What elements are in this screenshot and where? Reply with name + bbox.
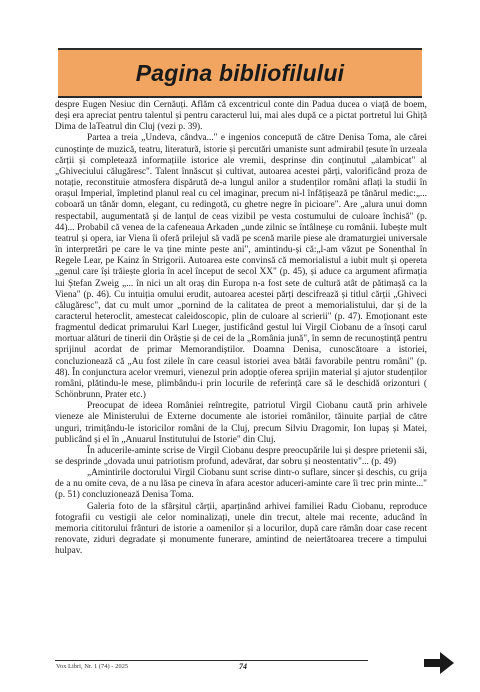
header-band: [58, 48, 422, 98]
paragraph-4: În aducerile-aminte scrise de Virgil Ciobanu despre preocupările lui și despre prietenii săi, se desprinde „dovada unui patriotism profund, adevărat, dar sobru și neostentativ"... (p. 49): [55, 445, 427, 467]
paragraph-6: Galeria foto de la sfârșitul cărții, aparținând arhivei familiei Radu Ciobanu, reproduce fotografii cu vestigii ale celor nominalizați, unele din trecut, altele mai recente, aducând în memoria cititorului frânturi de istorie a oamenilor și a locurilor, după care rămân doar case recent renovate, ziduri degradate și monumente funerare, amintind de neiertătoarea trecere a timpului hulpav.: [55, 501, 427, 557]
journal-issue: Vox Libri, Nr. 1 (74) - 2025: [56, 663, 129, 670]
paragraph-5: „Amintirile doctorului Virgil Ciobanu sunt scrise dintr-o suflare, sincer și deschis, cu grija de a nu omite ceva, de a nu lăsa pe cineva în afara acestor aduceri-aminte care îi trec prin minte..." (p. 51) concluzionează Denisa Toma.: [55, 468, 427, 501]
page-title: Pagina bibliofilului: [135, 59, 345, 86]
footer-divider: [55, 660, 368, 661]
article-body: [55, 100, 427, 557]
page-number: 74: [239, 662, 247, 671]
paragraph-2: Partea a treia „Undeva, cândva..." e ingenios concepută de către Denisa Toma, ale cărei cunoștințe de muzică, teatru, literatură, istorie și percutări umaniste sunt admirabil țesute în urzeala cărții și completează informațiile istorice ale vremii, desprinse din conținutul „alambicat" al „Ghiveciului călugăresc". Talent înnăscut și cultivat, autoarea acestei părți, valorificând proza de notație, reconstituie atmosfera dispărută de-a lungul anilor a studenților români aflați la studii în orașul Imperial, împletind planul real cu cel imaginar, precum ni-l înfățișează pe tânărul medic:„... coboară un tânăr domn, elegant, cu redingotă, cu ghetre negre în picioare". Are „alura unui domn respectabil, augumentată și de lanțul de ceas vizibil pe vesta costumului de culoare închisă" (p. 44)... Probabil că venea de la cafeneaua Arkaden „unde zilnic se întâlneșe cu românii. Iubește mult teatrul și opera, iar Viena îi oferă prilejul să vadă pe scenă marile piese ale dramaturgiei universale în interpretări pe care le va ține minte peste ani", amintindu-și că:„l-am văzut pe Sonenthal în Regele Lear, pe Kainz în Strigorii. Autoarea este convinsă că memorialistul a iubit mult și opereta „genul care își trăiește gloria în acel început de secol XX" (p. 45), și aduce ca argument afirmația lui Ștefan Zweig „... în nici un alt oraș din Europa n-a fost sete de cultură atât de pătimașă ca la Viena" (p. 46). Cu intuiția omului erudit, autoarea acestei părți descifrează și titlul cărții „Ghiveci călugăresc", dat cu mult umor „pornind de la calitatea de preot a memorialistului, dar și de la caracterul heteroclit, amestecat caleidoscopic, plin de culoare al scrierii" (p. 47). Emoționant este fragmentul dedicat primarului Karl Lueger, justificând gestul lui Virgil Ciobanu de a însoți carul mortuar alături de tinerii din Orăștie și de cei de la „România jună", în semn de recunoștință pentru sprijinul acordat de primar Memorandiștilor. Doamna Denisa, cunoscătoare a istoriei, concluzionează că „Au fost zilele în care ceasul istoriei avea bătăi favorabile pentru români" (p. 48). În conjunctura acelor vremuri, vienezul prin adopție oferea sprijin material și ajutor studenților români, plătindu-le mese, plimbându-i prin locurile de referință care să le deschidă orizonturi ( Schönbrunn, Prater etc.): [55, 133, 427, 401]
paragraph-1: despre Eugen Nesiuc din Cernăuți. Aflăm că excentricul conte din Padua ducea o viață de boem, deși era apreciat pentru talentul și pentru caracterul lui, mai ales după ce a pictat portretul lui Ghiță Dima de laTeatrul din Cluj (vezi p. 39).: [55, 100, 427, 133]
arrow-right-icon[interactable]: [424, 652, 454, 674]
paragraph-3: Preocupat de ideea României reîntregite, patriotul Virgil Ciobanu caută prin arhivele vieneze ale Ministerului de Externe documente ale istoriei românilor, tăinuite parțial de către unguri, trimițându-le istoricilor români de la Cluj, precum Silviu Dragomir, Ion lupaș și Matei, publicând și el în „Anuarul Institutului de Istorie" din Cluj.: [55, 401, 427, 445]
